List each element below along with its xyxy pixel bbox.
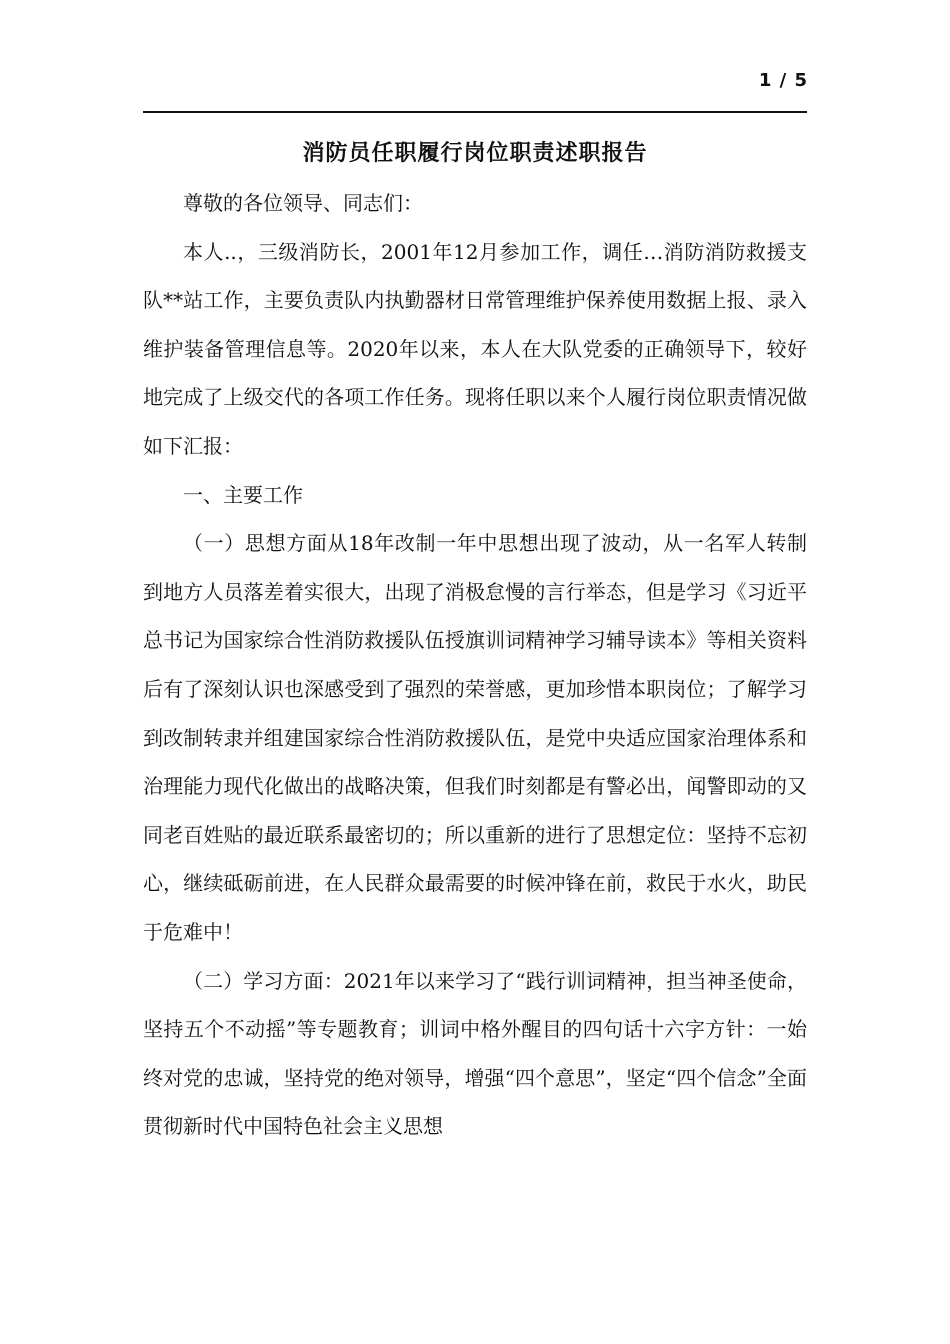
study-paragraph: （二）学习方面：2021年以来学习了“践行训词精神，担当神圣使命，坚持五个不动摇”等专题教育；训词中格外醒目的四句话十六字方针：一始终对党的忠诚，坚持党的绝对领导，增强“四个意思”，坚定“四个信念”全面贯彻新时代中国特色社会主义思想 [143,968,807,1139]
ideology-paragraph: （一）思想方面从18年改制一年中思想出现了波动，从一名军人转制到地方人员落差着实很大，出现了消极怠慢的言行举态，但是学习《习近平总书记为国家综合性消防救援队伍授旗训词精神学习辅导读本》等相关资料后有了深刻认识也深感受到了强烈的荣誉感，更加珍惜本职岗位；了解学习到改制转隶并组建国家综合性消防救援队伍，是党中央适应国家治理体系和治理能力现代化做出的战略决策，但我们时刻都是有警必出，闻警即动的又同老百姓贴的最近联系最密切的；所以重新的进行了思想定位：坚持不忘初心，继续砥砺前进，在人民群众最需要的时候冲锋在前，救民于水火，助民于危难中！ [143,531,807,944]
page-number: 1 / 5 [758,70,808,91]
header-divider [143,111,807,113]
document-title: 消防员任职履行岗位职责述职报告 [302,140,648,166]
document-body [143,179,807,1151]
intro-paragraph: 本人..，三级消防长，2001年12月参加工作，调任…消防消防救援支队**站工作，主要负责队内执勤器材日常管理维护保养使用数据上报、录入维护装备管理信息等。2020年以来，本人在大队党委的正确领导下，较好地完成了上级交代的各项工作任务。现将任职以来个人履行岗位职责情况做如下汇报： [143,239,807,458]
salutation-paragraph: 尊敬的各位领导、同志们： [183,191,423,215]
section-heading-main-work: 一、主要工作 [183,482,303,507]
